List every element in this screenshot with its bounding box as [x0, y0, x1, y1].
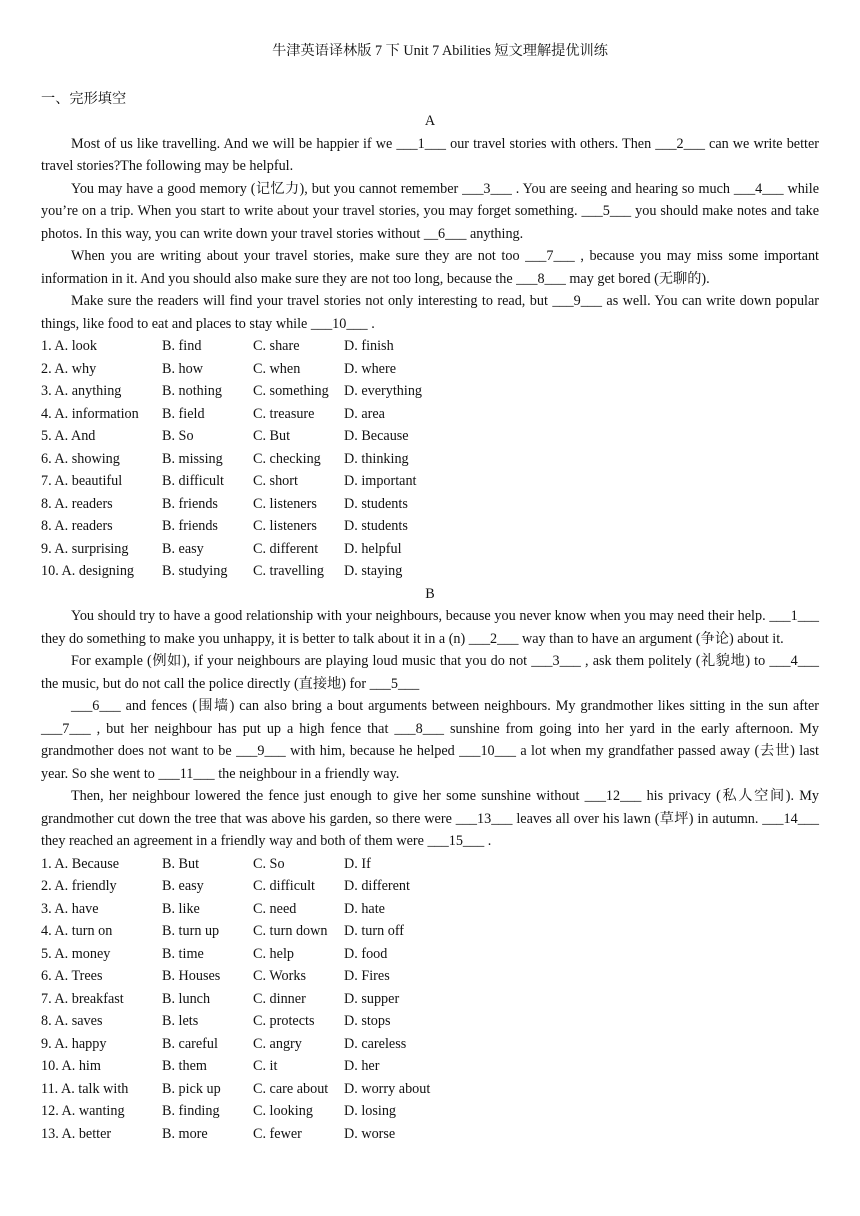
option-d: D. turn off	[344, 923, 405, 939]
option-d: D. important	[344, 473, 417, 489]
question-options-row	[41, 853, 819, 876]
question-options-row	[41, 875, 819, 898]
question-options-row	[41, 988, 819, 1011]
option-a: 9. A. surprising	[41, 540, 129, 557]
option-b: B. find	[162, 338, 202, 354]
question-options-row	[41, 425, 819, 448]
option-c: C. listeners	[253, 495, 317, 512]
passage-paragraph: When you are writing about your travel stories, make sure they are not too ___7___ , because you may miss some important information in it. And you should also make sure they are not too long, because the ___8___ may get bored (无聊的).	[41, 248, 819, 287]
option-a: 4. A. information	[41, 405, 139, 422]
option-b: B. them	[162, 1058, 207, 1074]
passage-b	[41, 583, 819, 1146]
passage-paragraph: ___6___ and fences (围墙) can also bring a bout arguments between neighbours. My grandmother likes sitting in the sun after ___7___ , but her neighbour has put up a high fence that ___8___ sunshine from going into her yard in the early afternoon. My grandmother does not want to be ___9___ with him, because he helped ___10___ a lot when my grandfather passed away (去世) last year. So she went to ___11___ the neighbour in a friendly way.	[41, 698, 819, 782]
question-options-row	[41, 493, 819, 516]
question-options-row	[41, 1123, 819, 1146]
option-a: 1. A. Because	[41, 855, 120, 872]
option-b: B. careful	[162, 1035, 218, 1052]
question-options-row	[41, 1010, 819, 1033]
option-c: C. short	[253, 473, 298, 489]
option-b: B. more	[162, 1125, 208, 1142]
option-d: D. helpful	[344, 540, 402, 557]
option-c: C. when	[253, 360, 301, 377]
option-a: 2. A. why	[41, 360, 97, 377]
option-b: B. studying	[162, 563, 228, 579]
option-d: D. different	[344, 878, 410, 894]
option-a: 3. A. have	[41, 900, 99, 917]
option-a: 8. A. readers	[41, 495, 113, 512]
option-b: B. Houses	[162, 968, 221, 984]
option-a: 4. A. turn on	[41, 923, 113, 939]
question-options-row	[41, 358, 819, 381]
option-b: B. friends	[162, 495, 218, 512]
option-a: 5. A. money	[41, 945, 111, 962]
passage-paragraph: You may have a good memory (记忆力), but you cannot remember ___3___ . You are seeing and hearing so much ___4___ while you’re on a trip. When you start to write about your travel stories, you may forget something. ___5___ you should make notes and take photos. In this way, you can write down your travel stories without __6___ anything.	[41, 180, 819, 242]
option-c: C. dinner	[253, 990, 306, 1007]
question-options-row	[41, 403, 819, 426]
option-c: C. angry	[253, 1035, 302, 1052]
option-b: B. nothing	[162, 383, 222, 399]
option-d: D. students	[344, 518, 408, 534]
option-c: C. protects	[253, 1013, 315, 1029]
option-d: D. careless	[344, 1035, 407, 1052]
option-d: D. hate	[344, 900, 385, 917]
option-d: D. losing	[344, 1103, 397, 1119]
option-a: 8. A. saves	[41, 1013, 103, 1029]
passage-a	[41, 110, 819, 583]
option-b: B. lunch	[162, 990, 211, 1007]
option-a: 10. A. designing	[41, 563, 135, 579]
option-a: 1. A. look	[41, 338, 97, 354]
document-title: 牛津英语译林版 7 下 Unit 7 Abilities 短文理解提优训练	[272, 43, 608, 59]
option-d: D. where	[344, 360, 396, 377]
option-a: 13. A. better	[41, 1125, 112, 1142]
option-c: C. checking	[253, 450, 321, 467]
option-c: C. So	[253, 855, 285, 872]
option-c: C. need	[253, 900, 297, 917]
option-b: B. pick up	[162, 1080, 221, 1097]
question-options-row	[41, 538, 819, 561]
question-options-row	[41, 898, 819, 921]
option-d: D. students	[344, 495, 408, 512]
option-b: B. how	[162, 360, 203, 377]
option-a: 7. A. beautiful	[41, 473, 123, 489]
option-c: C. But	[253, 428, 291, 444]
option-d: D. stops	[344, 1013, 391, 1029]
option-b: B. like	[162, 900, 200, 917]
option-d: D. finish	[344, 338, 394, 354]
option-a: 5. A. And	[41, 428, 96, 444]
passage-paragraph: You should try to have a good relationship with your neighbours, because you never know when you may need their help. ___1___ they do something to make you unhappy, it is better to talk about it in a (n) ___2___ way than to have an argument (争论) about it.	[41, 608, 819, 647]
option-c: C. travelling	[253, 563, 324, 579]
passage-paragraph: Then, her neighbour lowered the fence just enough to give her some sunshine without ___12___ his privacy (私人空间). My grandmother cut down the tree that was above his garden, so there were ___13___ leaves all over his lawn (草坪) in autumn. ___14___ they reached an agreement in a friendly way and both of them were ___15___ .	[41, 788, 819, 849]
option-d: D. staying	[344, 563, 403, 579]
option-b: B. finding	[162, 1103, 220, 1119]
question-options-row	[41, 920, 819, 943]
option-c: C. share	[253, 338, 300, 354]
option-b: B. turn up	[162, 923, 220, 939]
question-options-row	[41, 965, 819, 988]
option-b: B. lets	[162, 1013, 199, 1029]
option-d: D. Because	[344, 428, 409, 444]
option-a: 6. A. showing	[41, 450, 120, 467]
question-options-row	[41, 1055, 819, 1078]
option-d: D. supper	[344, 990, 400, 1007]
option-a: 6. A. Trees	[41, 968, 103, 984]
option-b: B. missing	[162, 450, 223, 467]
passage-paragraph: For example (例如), if your neighbours are playing loud music that you do not ___3___ , ask them politely (礼貌地) to ___4___ the music, but do not call the police directly (直接地) for ___5___	[41, 653, 819, 692]
option-d: D. everything	[344, 383, 423, 399]
question-options-row	[41, 470, 819, 493]
option-c: C. it	[253, 1058, 278, 1074]
option-b: B. easy	[162, 540, 204, 557]
question-options-row	[41, 943, 819, 966]
section-title: 一、完形填空	[41, 91, 127, 107]
question-options-row	[41, 448, 819, 471]
option-d: D. worry about	[344, 1080, 431, 1097]
option-a: 10. A. him	[41, 1058, 101, 1074]
option-c: C. treasure	[253, 405, 315, 422]
option-c: C. something	[253, 383, 329, 399]
option-c: C. difficult	[253, 878, 316, 894]
option-c: C. different	[253, 540, 319, 557]
passage-paragraph: Make sure the readers will find your travel stories not only interesting to read, but ___9___ as well. You can write down popular things, like food to eat and places to stay while ___10___ .	[41, 293, 819, 332]
option-a: 8. A. readers	[41, 518, 113, 534]
option-c: C. care about	[253, 1080, 329, 1097]
passage-paragraph: Most of us like travelling. And we will be happier if we ___1___ our travel stories with others. Then ___2___ can we write better travel stories?The following may be helpful.	[41, 135, 819, 174]
option-b: B. easy	[162, 878, 204, 894]
option-a: 9. A. happy	[41, 1035, 107, 1052]
option-d: D. Fires	[344, 968, 390, 984]
option-b: B. time	[162, 945, 204, 962]
question-options-row	[41, 335, 819, 358]
option-d: D. worse	[344, 1125, 396, 1142]
option-c: C. listeners	[253, 518, 317, 534]
option-c: C. looking	[253, 1103, 313, 1119]
option-b: B. But	[162, 855, 200, 872]
question-options-row	[41, 560, 819, 583]
option-c: C. fewer	[253, 1125, 302, 1142]
document-page	[41, 40, 819, 1145]
option-a: 7. A. breakfast	[41, 990, 124, 1007]
question-options-row	[41, 1033, 819, 1056]
option-c: C. turn down	[253, 923, 328, 939]
question-options-row	[41, 1100, 819, 1123]
passage-label: A	[424, 113, 436, 129]
option-d: D. area	[344, 405, 385, 422]
option-a: 12. A. wanting	[41, 1103, 125, 1119]
option-d: D. her	[344, 1058, 380, 1074]
question-options-row	[41, 1078, 819, 1101]
passages-container	[41, 110, 819, 1145]
option-b: B. So	[162, 428, 194, 444]
question-options-row	[41, 515, 819, 538]
option-d: D. food	[344, 945, 388, 962]
option-b: B. field	[162, 405, 205, 422]
option-a: 11. A. talk with	[41, 1080, 129, 1097]
option-a: 3. A. anything	[41, 383, 122, 399]
option-a: 2. A. friendly	[41, 878, 117, 894]
option-c: C. Works	[253, 968, 306, 984]
option-b: B. difficult	[162, 473, 225, 489]
option-d: D. If	[344, 855, 371, 872]
question-options-row	[41, 380, 819, 403]
option-d: D. thinking	[344, 450, 409, 467]
passage-label: B	[425, 585, 435, 602]
option-b: B. friends	[162, 518, 218, 534]
option-c: C. help	[253, 945, 294, 962]
